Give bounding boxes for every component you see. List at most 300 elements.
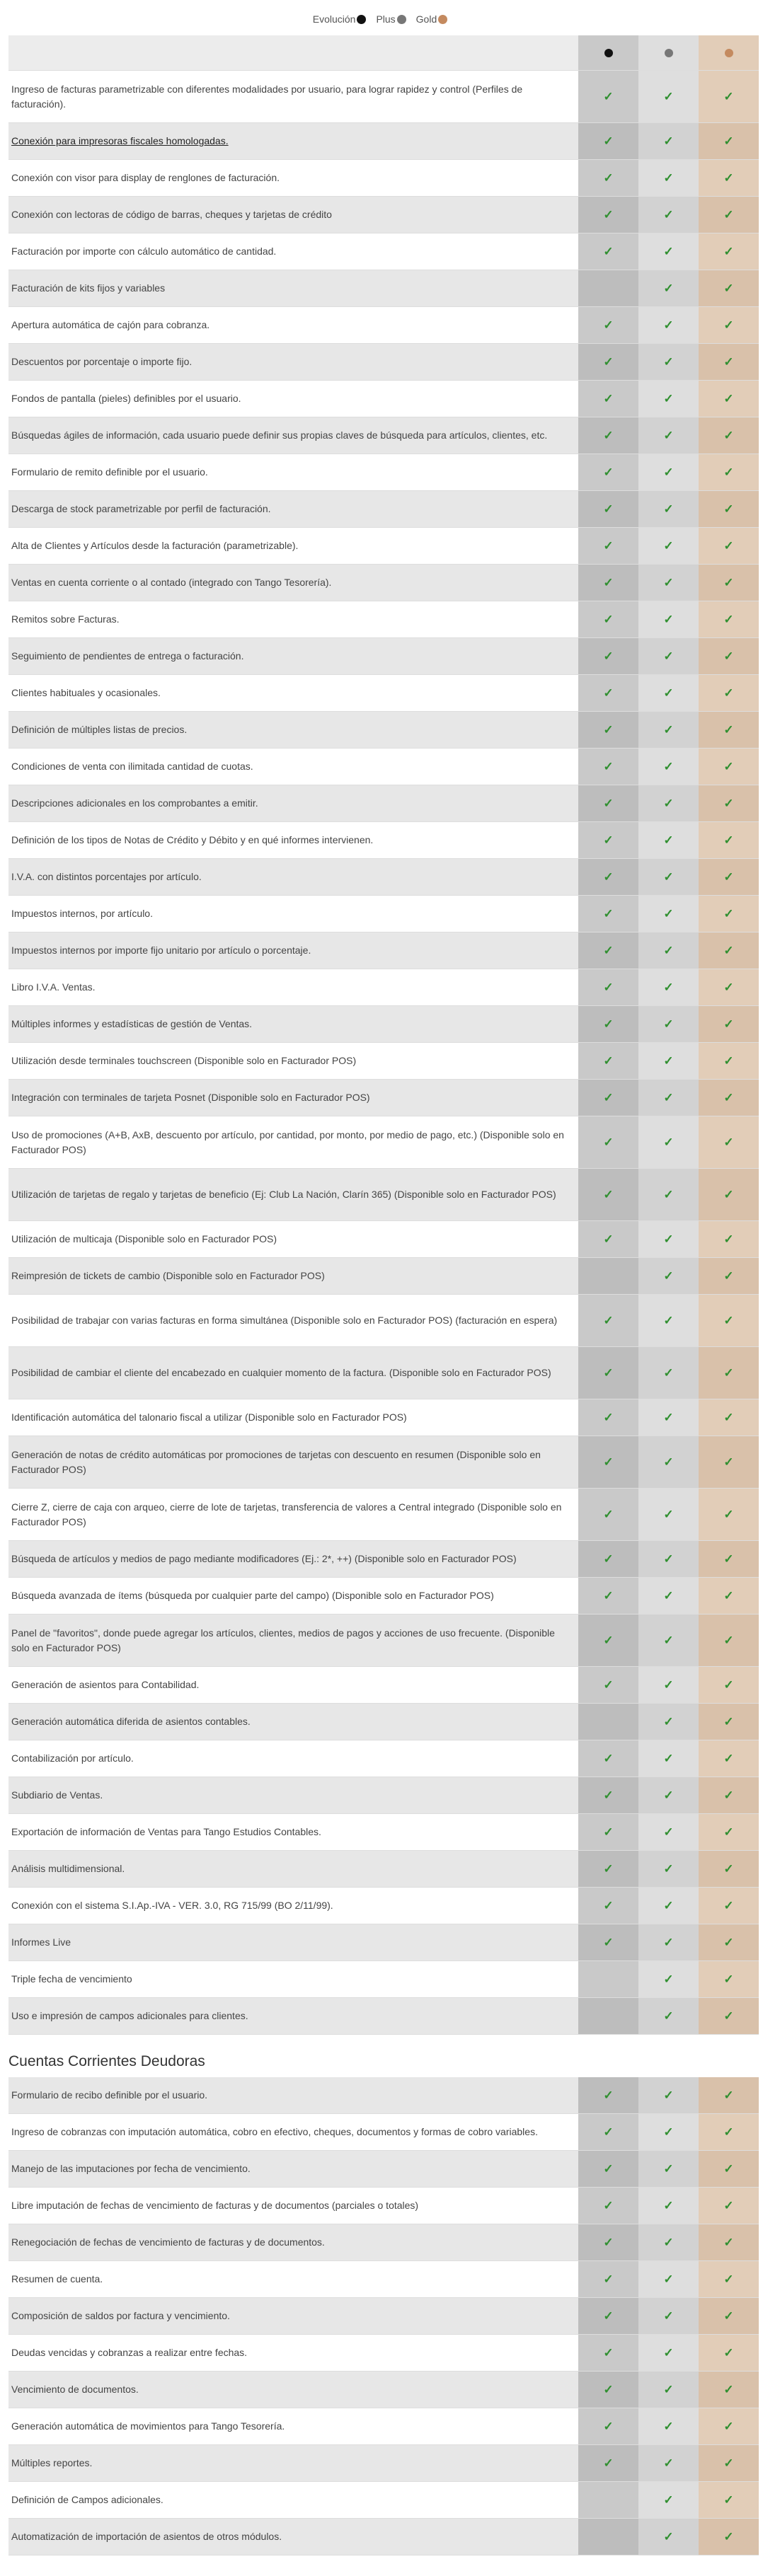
table-row bbox=[8, 1961, 759, 1998]
cell-gold bbox=[699, 454, 759, 490]
check-icon: ✓ bbox=[663, 833, 674, 847]
check-icon: ✓ bbox=[663, 2345, 674, 2360]
cell-evolucion bbox=[578, 1578, 638, 1614]
cell-evolucion bbox=[578, 1851, 638, 1887]
check-icon: ✓ bbox=[723, 2419, 734, 2433]
cell-gold bbox=[699, 969, 759, 1005]
cell-gold bbox=[699, 1814, 759, 1850]
cell-plus bbox=[638, 2335, 699, 2371]
cell-evolucion bbox=[578, 749, 638, 785]
check-icon: ✓ bbox=[603, 1898, 614, 1912]
check-icon: ✓ bbox=[723, 1633, 734, 1647]
check-icon: ✓ bbox=[723, 722, 734, 737]
table-row bbox=[8, 2114, 759, 2151]
cell-plus bbox=[638, 1221, 699, 1257]
cell-plus bbox=[638, 2372, 699, 2408]
check-icon: ✓ bbox=[603, 1365, 614, 1380]
cell-plus bbox=[638, 1777, 699, 1813]
check-icon: ✓ bbox=[603, 1135, 614, 1149]
check-icon: ✓ bbox=[603, 2198, 614, 2212]
cell-evolucion bbox=[578, 1436, 638, 1488]
check-icon: ✓ bbox=[723, 2456, 734, 2470]
feature-text: Búsquedas ágiles de información, cada usuario puede definir sus propias claves de búsqueda para artículos, clientes, etc. bbox=[8, 417, 578, 454]
check-icon: ✓ bbox=[603, 833, 614, 847]
check-icon: ✓ bbox=[723, 1017, 734, 1031]
cell-evolucion bbox=[578, 896, 638, 932]
check-icon: ✓ bbox=[603, 1677, 614, 1692]
check-icon: ✓ bbox=[723, 1825, 734, 1839]
table-row bbox=[8, 638, 759, 675]
check-icon: ✓ bbox=[663, 1677, 674, 1692]
cell-evolucion bbox=[578, 1043, 638, 1079]
table-row bbox=[8, 2224, 759, 2261]
cell-plus bbox=[638, 1888, 699, 1924]
check-icon: ✓ bbox=[723, 833, 734, 847]
cell-plus bbox=[638, 1961, 699, 1997]
check-icon: ✓ bbox=[663, 89, 674, 103]
cell-plus bbox=[638, 1258, 699, 1294]
check-icon: ✓ bbox=[723, 1714, 734, 1728]
table-row bbox=[8, 160, 759, 197]
check-icon: ✓ bbox=[603, 1017, 614, 1031]
cell-evolucion bbox=[578, 2114, 638, 2150]
feature-table bbox=[8, 35, 759, 2035]
cell-plus bbox=[638, 1814, 699, 1850]
cell-gold bbox=[699, 601, 759, 637]
cell-evolucion bbox=[578, 822, 638, 858]
feature-text: Condiciones de venta con ilimitada cantidad de cuotas. bbox=[8, 749, 578, 785]
check-icon: ✓ bbox=[723, 1232, 734, 1246]
cell-gold bbox=[699, 1740, 759, 1777]
feature-text: Exportación de información de Ventas para Tango Estudios Contables. bbox=[8, 1814, 578, 1850]
cell-evolucion bbox=[578, 2445, 638, 2481]
table-row bbox=[8, 1295, 759, 1347]
check-icon: ✓ bbox=[603, 89, 614, 103]
table-row bbox=[8, 1888, 759, 1924]
check-icon: ✓ bbox=[603, 1232, 614, 1246]
cell-evolucion bbox=[578, 2188, 638, 2224]
cell-plus bbox=[638, 2188, 699, 2224]
table-row bbox=[8, 1436, 759, 1489]
table-row bbox=[8, 2298, 759, 2335]
check-icon: ✓ bbox=[663, 244, 674, 258]
legend-dot-icon bbox=[438, 15, 447, 24]
cell-gold bbox=[699, 381, 759, 417]
cell-evolucion bbox=[578, 417, 638, 454]
cell-gold bbox=[699, 2519, 759, 2555]
table-row bbox=[8, 712, 759, 749]
check-icon: ✓ bbox=[603, 1788, 614, 1802]
table-row bbox=[8, 417, 759, 454]
cell-plus bbox=[638, 1541, 699, 1577]
table-row bbox=[8, 1116, 759, 1169]
cell-evolucion bbox=[578, 1295, 638, 1346]
cell-plus bbox=[638, 1043, 699, 1079]
feature-text: Deudas vencidas y cobranzas a realizar entre fechas. bbox=[8, 2335, 578, 2371]
check-icon: ✓ bbox=[723, 1788, 734, 1802]
check-icon: ✓ bbox=[723, 943, 734, 957]
cell-evolucion bbox=[578, 160, 638, 196]
cell-plus bbox=[638, 2224, 699, 2260]
feature-text: Manejo de las imputaciones por fecha de vencimiento. bbox=[8, 2151, 578, 2187]
check-icon: ✓ bbox=[603, 759, 614, 773]
cell-evolucion bbox=[578, 233, 638, 270]
check-icon: ✓ bbox=[663, 2198, 674, 2212]
cell-gold bbox=[699, 2224, 759, 2260]
table-row bbox=[8, 2151, 759, 2188]
check-icon: ✓ bbox=[723, 134, 734, 148]
feature-text: Reimpresión de tickets de cambio (Disponible solo en Facturador POS) bbox=[8, 1258, 578, 1294]
table-row bbox=[8, 1006, 759, 1043]
cell-plus bbox=[638, 1169, 699, 1220]
table-row bbox=[8, 1489, 759, 1541]
feature-text: Renegociación de fechas de vencimiento de facturas y de documentos. bbox=[8, 2224, 578, 2260]
check-icon: ✓ bbox=[603, 171, 614, 185]
check-icon: ✓ bbox=[663, 1017, 674, 1031]
check-icon: ✓ bbox=[723, 1677, 734, 1692]
feature-text: Formulario de remito definible por el usuario. bbox=[8, 454, 578, 490]
feature-text: Conexión con visor para display de renglones de facturación. bbox=[8, 160, 578, 196]
check-icon: ✓ bbox=[723, 1090, 734, 1104]
cell-evolucion bbox=[578, 1667, 638, 1703]
cell-evolucion bbox=[578, 785, 638, 821]
check-icon: ✓ bbox=[663, 1714, 674, 1728]
table-row bbox=[8, 2077, 759, 2114]
cell-gold bbox=[699, 1295, 759, 1346]
table-row bbox=[8, 2408, 759, 2445]
check-icon: ✓ bbox=[723, 1935, 734, 1949]
table-row bbox=[8, 785, 759, 822]
feature-text: Ingreso de cobranzas con imputación automática, cobro en efectivo, cheques, documentos y formas de cobro variables. bbox=[8, 2114, 578, 2150]
table-row bbox=[8, 2445, 759, 2482]
table-row bbox=[8, 1347, 759, 1399]
table-row bbox=[8, 233, 759, 270]
cell-gold bbox=[699, 1043, 759, 1079]
check-icon: ✓ bbox=[723, 281, 734, 295]
cell-gold bbox=[699, 1489, 759, 1540]
table-row bbox=[8, 822, 759, 859]
header-evolución bbox=[578, 35, 638, 70]
table-row bbox=[8, 2372, 759, 2408]
cell-evolucion bbox=[578, 1998, 638, 2034]
check-icon: ✓ bbox=[723, 1455, 734, 1469]
table-row bbox=[8, 1541, 759, 1578]
table-row bbox=[8, 1578, 759, 1615]
check-icon: ✓ bbox=[723, 906, 734, 920]
legend-item-evolución bbox=[313, 13, 369, 25]
table-row bbox=[8, 2482, 759, 2519]
feature-text: Generación de notas de crédito automáticas por promociones de tarjetas con descuento en resumen (Disponible solo en Facturador POS) bbox=[8, 1436, 578, 1488]
cell-evolucion bbox=[578, 1740, 638, 1777]
cell-evolucion bbox=[578, 197, 638, 233]
check-icon: ✓ bbox=[663, 2382, 674, 2396]
cell-plus bbox=[638, 896, 699, 932]
check-icon: ✓ bbox=[603, 2419, 614, 2433]
feature-text: Identificación automática del talonario fiscal a utilizar (Disponible solo en Facturador POS) bbox=[8, 1399, 578, 1436]
feature-text: Seguimiento de pendientes de entrega o facturación. bbox=[8, 638, 578, 674]
check-icon: ✓ bbox=[603, 354, 614, 369]
feature-text: Búsqueda avanzada de ítems (búsqueda por cualquier parte del campo) (Disponible solo en Facturador POS) bbox=[8, 1578, 578, 1614]
cell-evolucion bbox=[578, 123, 638, 159]
cell-evolucion bbox=[578, 1704, 638, 1740]
cell-evolucion bbox=[578, 712, 638, 748]
check-icon: ✓ bbox=[603, 318, 614, 332]
cell-gold bbox=[699, 1667, 759, 1703]
cell-evolucion bbox=[578, 2482, 638, 2518]
legend-label: Gold bbox=[415, 13, 437, 25]
cell-evolucion bbox=[578, 2408, 638, 2444]
cell-gold bbox=[699, 785, 759, 821]
cell-gold bbox=[699, 896, 759, 932]
table-row bbox=[8, 197, 759, 233]
check-icon: ✓ bbox=[603, 649, 614, 663]
feature-text: Clientes habituales y ocasionales. bbox=[8, 675, 578, 711]
legend-label: Evolución bbox=[312, 13, 356, 25]
feature-text: Cierre Z, cierre de caja con arqueo, cierre de lote de tarjetas, transferencia de valores a Central integrado (Disponible solo en Facturador POS) bbox=[8, 1489, 578, 1540]
cell-gold bbox=[699, 1258, 759, 1294]
cell-plus bbox=[638, 1436, 699, 1488]
cell-gold bbox=[699, 1080, 759, 1116]
check-icon: ✓ bbox=[603, 2309, 614, 2323]
check-icon: ✓ bbox=[603, 1935, 614, 1949]
cell-evolucion bbox=[578, 344, 638, 380]
check-icon: ✓ bbox=[723, 1053, 734, 1068]
feature-text: Impuestos internos, por artículo. bbox=[8, 896, 578, 932]
cell-gold bbox=[699, 1221, 759, 1257]
check-icon: ✓ bbox=[603, 2456, 614, 2470]
feature-text bbox=[8, 123, 578, 159]
cell-gold bbox=[699, 2077, 759, 2113]
cell-evolucion bbox=[578, 1347, 638, 1399]
check-icon: ✓ bbox=[723, 575, 734, 589]
check-icon: ✓ bbox=[723, 1972, 734, 1986]
cell-evolucion bbox=[578, 638, 638, 674]
feature-text: Resumen de cuenta. bbox=[8, 2261, 578, 2297]
cell-gold bbox=[699, 344, 759, 380]
check-icon: ✓ bbox=[723, 2345, 734, 2360]
legend-label: Plus bbox=[376, 13, 396, 25]
cell-gold bbox=[699, 1169, 759, 1220]
cell-plus bbox=[638, 675, 699, 711]
feature-text: Formulario de recibo definible por el usuario. bbox=[8, 2077, 578, 2113]
table-row bbox=[8, 1740, 759, 1777]
check-icon: ✓ bbox=[723, 2009, 734, 2023]
cell-evolucion bbox=[578, 1258, 638, 1294]
feature-text: Posibilidad de cambiar el cliente del encabezado en cualquier momento de la factura. (Disponible solo en Facturador POS) bbox=[8, 1347, 578, 1399]
cell-plus bbox=[638, 822, 699, 858]
table-row bbox=[8, 859, 759, 896]
cell-gold bbox=[699, 638, 759, 674]
cell-evolucion bbox=[578, 2519, 638, 2555]
cell-plus bbox=[638, 2114, 699, 2150]
cell-gold bbox=[699, 749, 759, 785]
table-row bbox=[8, 454, 759, 491]
cell-plus bbox=[638, 2519, 699, 2555]
cell-evolucion bbox=[578, 2151, 638, 2187]
check-icon: ✓ bbox=[663, 354, 674, 369]
cell-evolucion bbox=[578, 1541, 638, 1577]
feature-text: I.V.A. con distintos porcentajes por artículo. bbox=[8, 859, 578, 895]
check-icon: ✓ bbox=[723, 980, 734, 994]
cell-evolucion bbox=[578, 675, 638, 711]
check-icon: ✓ bbox=[603, 1861, 614, 1876]
feature-text: Uso e impresión de campos adicionales para clientes. bbox=[8, 1998, 578, 2034]
plan-dot-icon bbox=[604, 49, 613, 57]
cell-evolucion bbox=[578, 2224, 638, 2260]
check-icon: ✓ bbox=[663, 171, 674, 185]
cell-plus bbox=[638, 1615, 699, 1666]
check-icon: ✓ bbox=[663, 649, 674, 663]
cell-gold bbox=[699, 417, 759, 454]
check-icon: ✓ bbox=[723, 2235, 734, 2249]
cell-plus bbox=[638, 1667, 699, 1703]
check-icon: ✓ bbox=[663, 2419, 674, 2433]
table-row bbox=[8, 307, 759, 344]
feature-text: Generación automática diferida de asientos contables. bbox=[8, 1704, 578, 1740]
cell-plus bbox=[638, 528, 699, 564]
cell-gold bbox=[699, 822, 759, 858]
cell-gold bbox=[699, 2114, 759, 2150]
cell-gold bbox=[699, 1541, 759, 1577]
cell-gold bbox=[699, 1704, 759, 1740]
cell-evolucion bbox=[578, 969, 638, 1005]
check-icon: ✓ bbox=[723, 171, 734, 185]
check-icon: ✓ bbox=[663, 796, 674, 810]
cell-plus bbox=[638, 1851, 699, 1887]
cell-gold bbox=[699, 2482, 759, 2518]
table-row bbox=[8, 601, 759, 638]
check-icon: ✓ bbox=[723, 2088, 734, 2102]
header-gold bbox=[699, 35, 759, 70]
feature-text: Utilización de tarjetas de regalo y tarjetas de beneficio (Ej: Club La Nación, Clarín 365) (Disponible solo en Facturador POS) bbox=[8, 1169, 578, 1220]
feature-text: Ingreso de facturas parametrizable con diferentes modalidades por usuario, para lograr rapidez y control (Perfiles de facturación). bbox=[8, 71, 578, 122]
check-icon: ✓ bbox=[723, 1269, 734, 1283]
table-row bbox=[8, 1814, 759, 1851]
cell-plus bbox=[638, 1998, 699, 2034]
header-plus bbox=[638, 35, 699, 70]
check-icon: ✓ bbox=[663, 686, 674, 700]
table-row bbox=[8, 123, 759, 160]
cell-plus bbox=[638, 749, 699, 785]
cell-plus bbox=[638, 1116, 699, 1168]
check-icon: ✓ bbox=[663, 943, 674, 957]
table-row bbox=[8, 969, 759, 1006]
check-icon: ✓ bbox=[663, 1972, 674, 1986]
check-icon: ✓ bbox=[663, 1552, 674, 1566]
table-row bbox=[8, 71, 759, 123]
table-header bbox=[8, 35, 759, 71]
check-icon: ✓ bbox=[663, 1507, 674, 1521]
check-icon: ✓ bbox=[603, 1053, 614, 1068]
cell-evolucion bbox=[578, 565, 638, 601]
check-icon: ✓ bbox=[723, 207, 734, 221]
feature-text: Descarga de stock parametrizable por perfil de facturación. bbox=[8, 491, 578, 527]
cell-plus bbox=[638, 123, 699, 159]
cell-gold bbox=[699, 123, 759, 159]
table-row bbox=[8, 675, 759, 712]
check-icon: ✓ bbox=[603, 2345, 614, 2360]
check-icon: ✓ bbox=[723, 1410, 734, 1424]
check-icon: ✓ bbox=[723, 686, 734, 700]
check-icon: ✓ bbox=[663, 2125, 674, 2139]
cell-gold bbox=[699, 1116, 759, 1168]
cell-evolucion bbox=[578, 1169, 638, 1220]
table-row bbox=[8, 565, 759, 601]
table-row bbox=[8, 1924, 759, 1961]
check-icon: ✓ bbox=[723, 354, 734, 369]
check-icon: ✓ bbox=[603, 796, 614, 810]
feature-text: Generación automática de movimientos para Tango Tesorería. bbox=[8, 2408, 578, 2444]
feature-text: Utilización desde terminales touchscreen (Disponible solo en Facturador POS) bbox=[8, 1043, 578, 1079]
cell-gold bbox=[699, 1888, 759, 1924]
cell-gold bbox=[699, 1006, 759, 1042]
cell-evolucion bbox=[578, 1924, 638, 1960]
check-icon: ✓ bbox=[723, 2272, 734, 2286]
table-row bbox=[8, 381, 759, 417]
legend-dot-icon bbox=[357, 15, 366, 24]
check-icon: ✓ bbox=[663, 1455, 674, 1469]
check-icon: ✓ bbox=[603, 2161, 614, 2176]
check-icon: ✓ bbox=[663, 1187, 674, 1201]
check-icon: ✓ bbox=[723, 1187, 734, 1201]
cell-plus bbox=[638, 1295, 699, 1346]
table-row bbox=[8, 491, 759, 528]
check-icon: ✓ bbox=[603, 1187, 614, 1201]
cell-plus bbox=[638, 1080, 699, 1116]
cell-evolucion bbox=[578, 1399, 638, 1436]
cell-plus bbox=[638, 270, 699, 306]
check-icon: ✓ bbox=[603, 502, 614, 516]
cell-plus bbox=[638, 1740, 699, 1777]
cell-gold bbox=[699, 2188, 759, 2224]
feature-text: Vencimiento de documentos. bbox=[8, 2372, 578, 2408]
cell-evolucion bbox=[578, 2261, 638, 2297]
feature-text: Alta de Clientes y Artículos desde la facturación (parametrizable). bbox=[8, 528, 578, 564]
feature-text: Fondos de pantalla (pieles) definibles por el usuario. bbox=[8, 381, 578, 417]
check-icon: ✓ bbox=[663, 575, 674, 589]
table-row bbox=[8, 344, 759, 381]
table-row bbox=[8, 2261, 759, 2298]
feature-text: Subdiario de Ventas. bbox=[8, 1777, 578, 1813]
feature-text: Descripciones adicionales en los comprobantes a emitir. bbox=[8, 785, 578, 821]
cell-evolucion bbox=[578, 1080, 638, 1116]
check-icon: ✓ bbox=[723, 1135, 734, 1149]
feature-text: Impuestos internos por importe fijo unitario por artículo o porcentaje. bbox=[8, 932, 578, 969]
table-row bbox=[8, 2519, 759, 2555]
cell-gold bbox=[699, 1436, 759, 1488]
feature-text: Uso de promociones (A+B, AxB, descuento por artículo, por cantidad, por monto, por medio de pago, etc.) (Disponible solo en Facturador POS) bbox=[8, 1116, 578, 1168]
table-row bbox=[8, 270, 759, 307]
cell-gold bbox=[699, 528, 759, 564]
cell-evolucion bbox=[578, 932, 638, 969]
check-icon: ✓ bbox=[603, 906, 614, 920]
check-icon: ✓ bbox=[663, 2456, 674, 2470]
cell-plus bbox=[638, 381, 699, 417]
cell-plus bbox=[638, 785, 699, 821]
cell-gold bbox=[699, 2261, 759, 2297]
table-row bbox=[8, 1169, 759, 1221]
check-icon: ✓ bbox=[663, 612, 674, 626]
feature-text: Análisis multidimensional. bbox=[8, 1851, 578, 1887]
cell-evolucion bbox=[578, 1814, 638, 1850]
check-icon: ✓ bbox=[603, 1588, 614, 1602]
check-icon: ✓ bbox=[663, 1825, 674, 1839]
check-icon: ✓ bbox=[723, 2382, 734, 2396]
check-icon: ✓ bbox=[723, 391, 734, 405]
check-icon: ✓ bbox=[723, 2161, 734, 2176]
feature-link[interactable]: Conexión para impresoras fiscales homologadas. bbox=[11, 135, 229, 147]
cell-evolucion bbox=[578, 1221, 638, 1257]
